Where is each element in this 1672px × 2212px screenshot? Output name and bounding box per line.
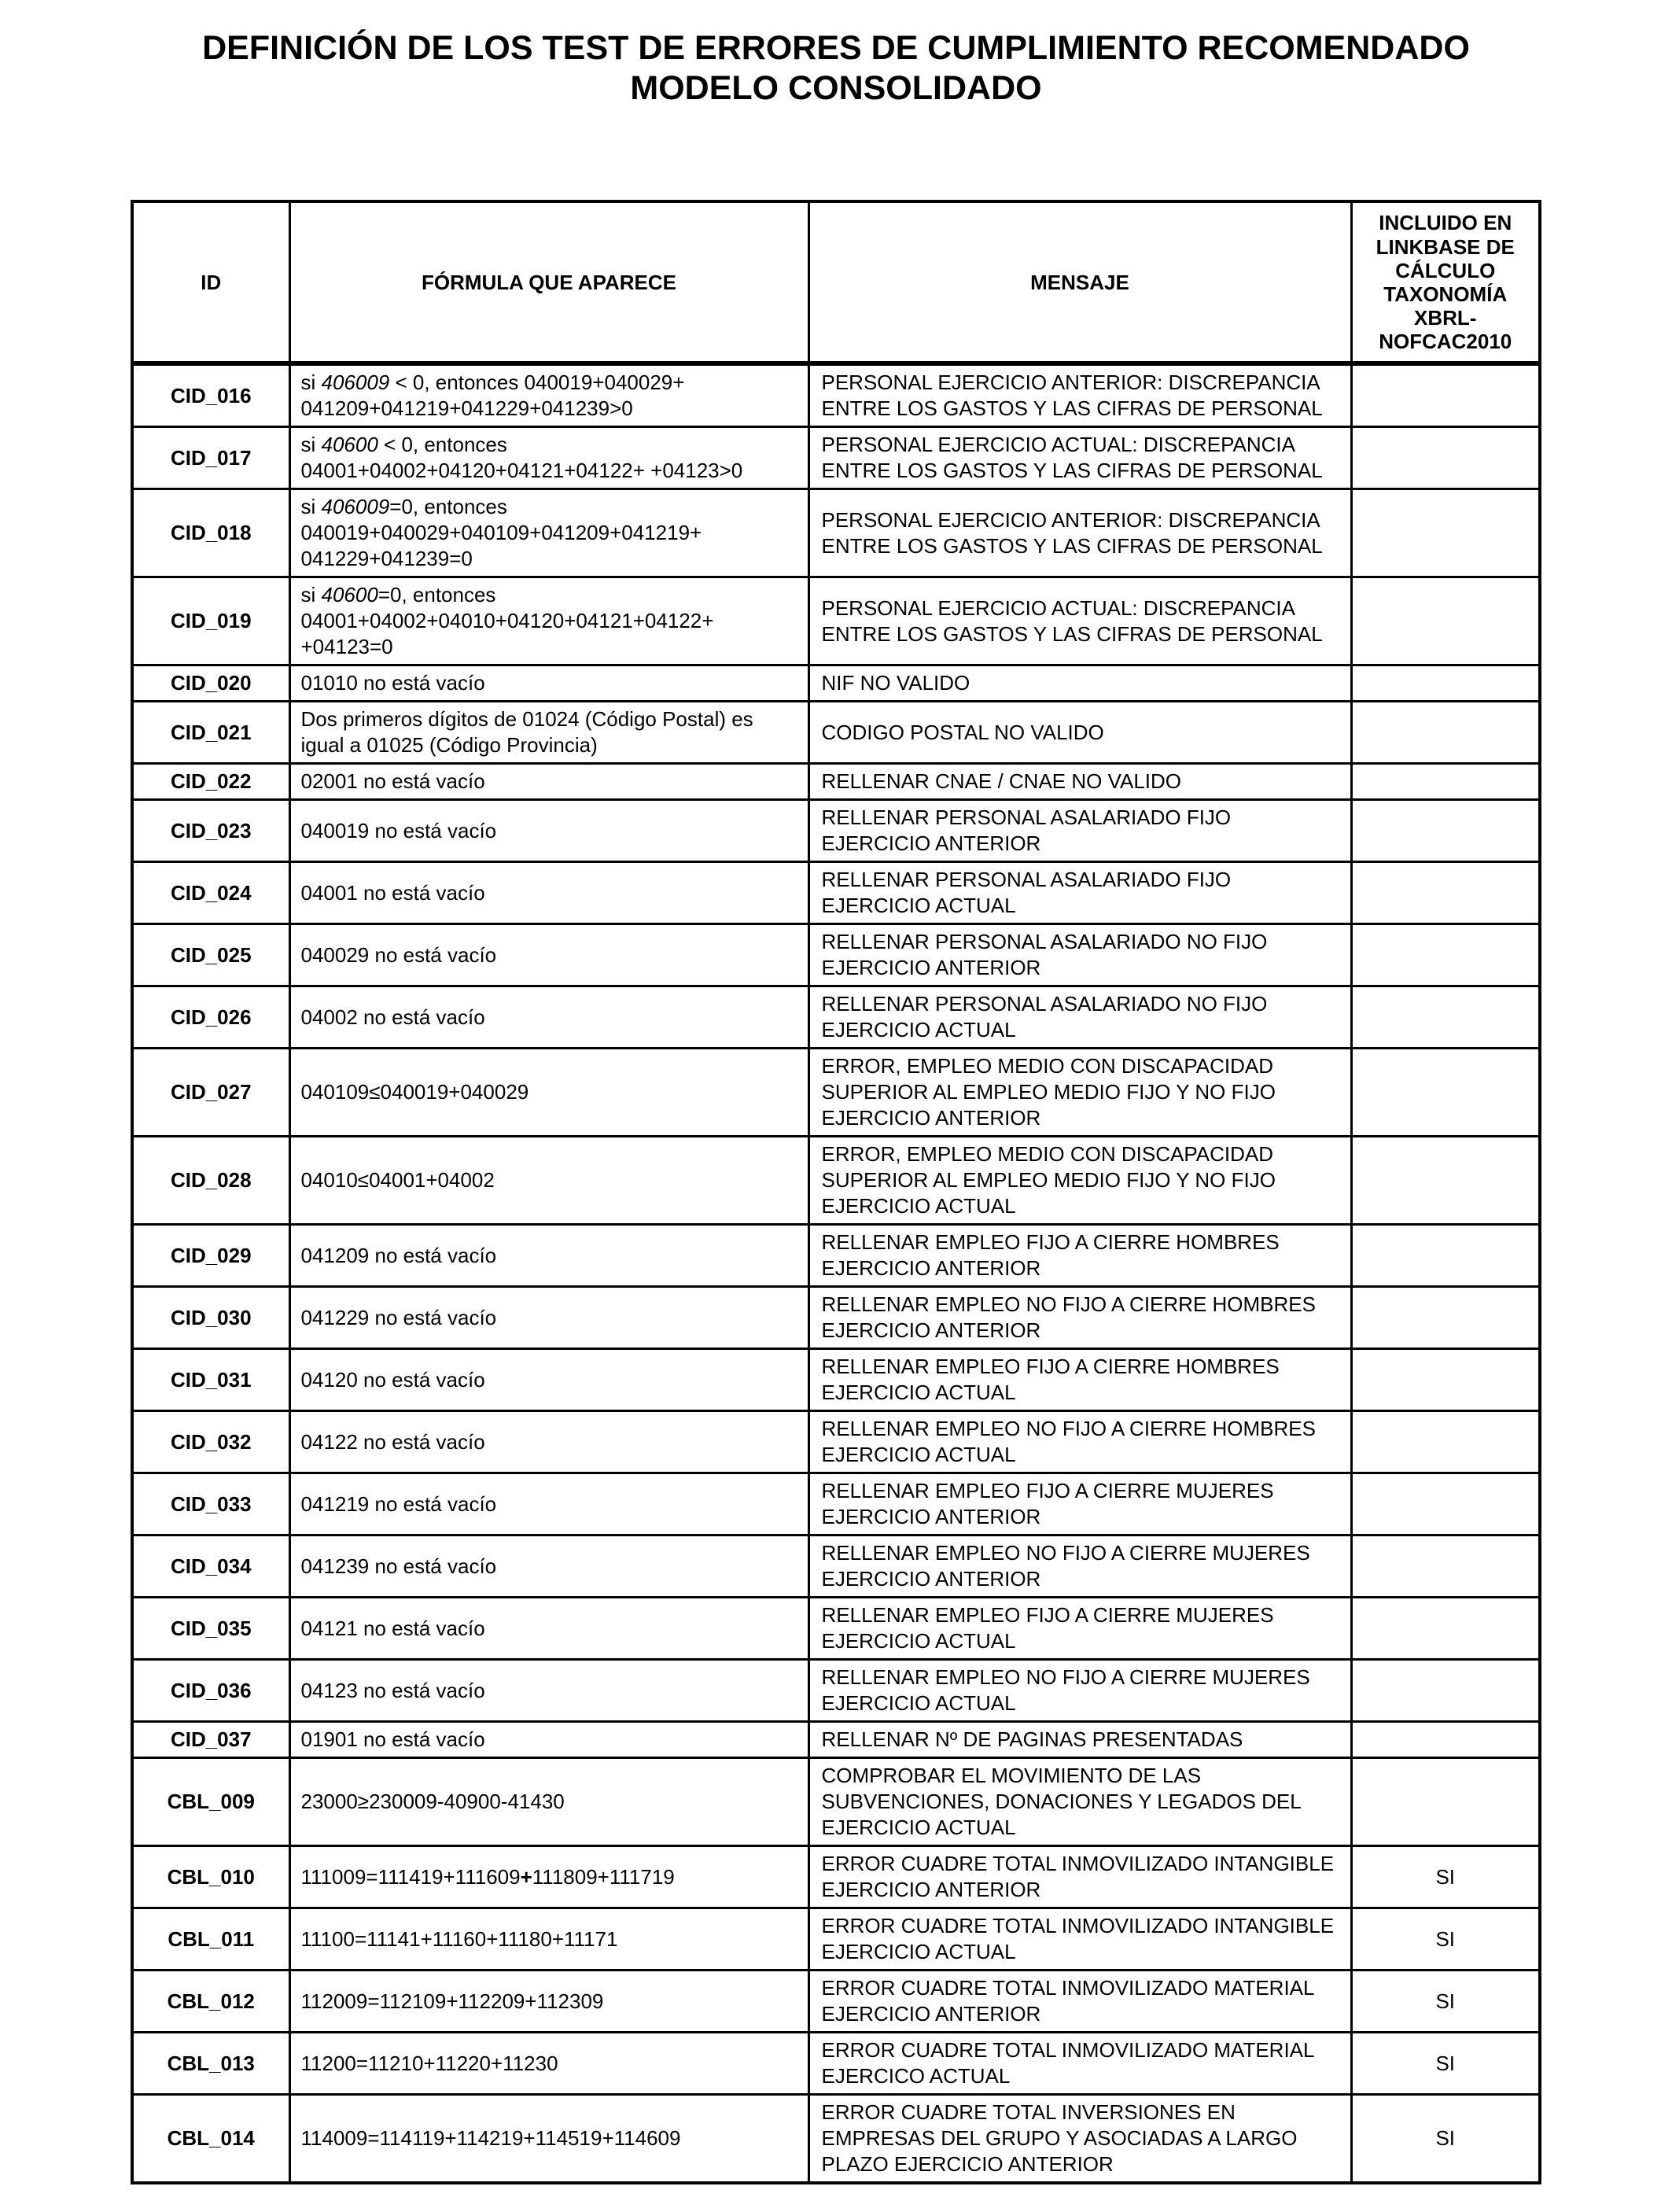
row-id: CID_031	[132, 1349, 289, 1411]
row-id: CID_019	[132, 577, 289, 665]
table-row	[132, 2095, 1540, 2184]
row-message: RELLENAR EMPLEO FIJO A CIERRE MUJERES EJERCICIO ACTUAL	[808, 1598, 1351, 1660]
row-id: CID_035	[132, 1598, 289, 1660]
row-linkbase	[1351, 764, 1540, 800]
row-formula: 02001 no está vacío	[289, 764, 808, 800]
row-linkbase	[1351, 986, 1540, 1049]
table-row	[132, 862, 1540, 924]
row-message: PERSONAL EJERCICIO ACTUAL: DISCREPANCIA ENTRE LOS GASTOS Y LAS CIFRAS DE PERSONAL	[808, 577, 1351, 665]
table-row	[132, 1225, 1540, 1287]
row-id: CID_029	[132, 1225, 289, 1287]
table-row	[132, 800, 1540, 862]
row-message: RELLENAR PERSONAL ASALARIADO FIJO EJERCICIO ACTUAL	[808, 862, 1351, 924]
table-row	[132, 764, 1540, 800]
row-linkbase	[1351, 363, 1540, 427]
row-id: CBL_012	[132, 1971, 289, 2033]
table-row	[132, 1758, 1540, 1846]
row-linkbase	[1351, 1473, 1540, 1535]
row-id: CID_033	[132, 1473, 289, 1535]
page-title-line2: MODELO CONSOLIDADO	[630, 68, 1042, 107]
row-id: CID_034	[132, 1535, 289, 1598]
row-formula: 040019 no está vacío	[289, 800, 808, 862]
row-message: NIF NO VALIDO	[808, 665, 1351, 702]
table-row	[132, 924, 1540, 986]
row-formula: 04123 no está vacío	[289, 1660, 808, 1722]
row-message: RELLENAR EMPLEO NO FIJO A CIERRE MUJERES EJERCICIO ACTUAL	[808, 1660, 1351, 1722]
row-message: ERROR CUADRE TOTAL INMOVILIZADO MATERIAL EJERCICO ACTUAL	[808, 2033, 1351, 2095]
header-linkbase: INCLUIDO EN LINKBASE DE CÁLCULO TAXONOMÍA XBRL-NOFCAC2010	[1351, 201, 1540, 363]
row-formula: 111009=111419+111609+111809+111719	[289, 1846, 808, 1908]
row-linkbase	[1351, 1758, 1540, 1846]
row-formula: 114009=114119+114219+114519+114609	[289, 2095, 808, 2184]
table-row	[132, 2033, 1540, 2095]
row-linkbase	[1351, 702, 1540, 764]
row-message: RELLENAR Nº DE PAGINAS PRESENTADAS	[808, 1722, 1351, 1758]
row-id: CBL_009	[132, 1758, 289, 1846]
row-message: ERROR, EMPLEO MEDIO CON DISCAPACIDAD SUPERIOR AL EMPLEO MEDIO FIJO Y NO FIJO EJERCICIO ANTERIOR	[808, 1049, 1351, 1137]
row-id: CID_016	[132, 363, 289, 427]
table-row	[132, 1722, 1540, 1758]
row-message: RELLENAR EMPLEO NO FIJO A CIERRE MUJERES EJERCICIO ANTERIOR	[808, 1535, 1351, 1598]
table-header	[132, 201, 1540, 363]
row-id: CBL_014	[132, 2095, 289, 2184]
row-formula: 041219 no está vacío	[289, 1473, 808, 1535]
row-formula: 041209 no está vacío	[289, 1225, 808, 1287]
row-id: CID_027	[132, 1049, 289, 1137]
row-formula: 11200=11210+11220+11230	[289, 2033, 808, 2095]
row-id: CID_037	[132, 1722, 289, 1758]
row-linkbase: SI	[1351, 1908, 1540, 1971]
row-message: PERSONAL EJERCICIO ANTERIOR: DISCREPANCIA ENTRE LOS GASTOS Y LAS CIFRAS DE PERSONAL	[808, 489, 1351, 577]
row-linkbase: SI	[1351, 1846, 1540, 1908]
row-message: RELLENAR PERSONAL ASALARIADO NO FIJO EJERCICIO ANTERIOR	[808, 924, 1351, 986]
row-message: RELLENAR EMPLEO FIJO A CIERRE HOMBRES EJERCICIO ANTERIOR	[808, 1225, 1351, 1287]
table-row	[132, 1908, 1540, 1971]
row-formula: si 40600 < 0, entonces 04001+04002+04120+04121+04122+ +04123>0	[289, 427, 808, 489]
row-id: CBL_013	[132, 2033, 289, 2095]
table-row	[132, 1049, 1540, 1137]
row-id: CID_020	[132, 665, 289, 702]
row-linkbase	[1351, 1049, 1540, 1137]
row-linkbase	[1351, 800, 1540, 862]
row-linkbase	[1351, 1722, 1540, 1758]
row-formula: 23000≥230009-40900-41430	[289, 1758, 808, 1846]
table-row	[132, 1287, 1540, 1349]
row-formula: 041229 no está vacío	[289, 1287, 808, 1349]
row-formula: 112009=112109+112209+112309	[289, 1971, 808, 2033]
row-formula: 04120 no está vacío	[289, 1349, 808, 1411]
row-formula: 01901 no está vacío	[289, 1722, 808, 1758]
row-id: CID_030	[132, 1287, 289, 1349]
table-row	[132, 577, 1540, 665]
row-id: CID_023	[132, 800, 289, 862]
row-formula: si 406009=0, entonces 040019+040029+040109+041209+041219+ 041229+041239=0	[289, 489, 808, 577]
table-row	[132, 1535, 1540, 1598]
row-formula: 04121 no está vacío	[289, 1598, 808, 1660]
row-id: CID_025	[132, 924, 289, 986]
table-row	[132, 1473, 1540, 1535]
row-linkbase	[1351, 924, 1540, 986]
row-id: CID_028	[132, 1137, 289, 1225]
row-message: ERROR CUADRE TOTAL INMOVILIZADO INTANGIBLE EJERCICIO ACTUAL	[808, 1908, 1351, 1971]
row-message: RELLENAR EMPLEO FIJO A CIERRE MUJERES EJERCICIO ANTERIOR	[808, 1473, 1351, 1535]
row-linkbase: SI	[1351, 1971, 1540, 2033]
row-formula: 040109≤040019+040029	[289, 1049, 808, 1137]
row-message: COMPROBAR EL MOVIMIENTO DE LAS SUBVENCIONES, DONACIONES Y LEGADOS DEL EJERCICIO ACTUAL	[808, 1758, 1351, 1846]
table-row	[132, 1411, 1540, 1473]
row-formula: 04001 no está vacío	[289, 862, 808, 924]
table-row	[132, 1660, 1540, 1722]
table-row	[132, 1971, 1540, 2033]
table-row	[132, 1349, 1540, 1411]
row-message: RELLENAR CNAE / CNAE NO VALIDO	[808, 764, 1351, 800]
header-id: ID	[132, 201, 289, 363]
page-title	[31, 28, 1641, 108]
row-message: PERSONAL EJERCICIO ANTERIOR: DISCREPANCIA ENTRE LOS GASTOS Y LAS CIFRAS DE PERSONAL	[808, 363, 1351, 427]
row-linkbase	[1351, 1225, 1540, 1287]
row-linkbase	[1351, 1349, 1540, 1411]
error-tests-table	[131, 200, 1541, 2184]
document-page	[0, 28, 1672, 2184]
row-message: CODIGO POSTAL NO VALIDO	[808, 702, 1351, 764]
row-formula: si 406009 < 0, entonces 040019+040029+ 041209+041219+041229+041239>0	[289, 363, 808, 427]
table-body	[132, 363, 1540, 2183]
table-row	[132, 489, 1540, 577]
row-id: CID_022	[132, 764, 289, 800]
row-id: CID_018	[132, 489, 289, 577]
table-row	[132, 1598, 1540, 1660]
row-formula: 040029 no está vacío	[289, 924, 808, 986]
row-linkbase	[1351, 1411, 1540, 1473]
row-linkbase	[1351, 665, 1540, 702]
row-linkbase	[1351, 1287, 1540, 1349]
table-row	[132, 1846, 1540, 1908]
row-message: RELLENAR EMPLEO FIJO A CIERRE HOMBRES EJERCICIO ACTUAL	[808, 1349, 1351, 1411]
row-linkbase	[1351, 862, 1540, 924]
row-linkbase	[1351, 577, 1540, 665]
row-formula: 04010≤04001+04002	[289, 1137, 808, 1225]
row-message: RELLENAR EMPLEO NO FIJO A CIERRE HOMBRES EJERCICIO ACTUAL	[808, 1411, 1351, 1473]
row-linkbase	[1351, 1598, 1540, 1660]
row-formula: 01010 no está vacío	[289, 665, 808, 702]
row-id: CBL_010	[132, 1846, 289, 1908]
header-formula: FÓRMULA QUE APARECE	[289, 201, 808, 363]
row-message: ERROR CUADRE TOTAL INMOVILIZADO INTANGIBLE EJERCICIO ANTERIOR	[808, 1846, 1351, 1908]
row-linkbase	[1351, 1535, 1540, 1598]
table-row	[132, 363, 1540, 427]
table-row	[132, 1137, 1540, 1225]
header-row	[132, 201, 1540, 363]
row-linkbase	[1351, 1660, 1540, 1722]
row-message: RELLENAR EMPLEO NO FIJO A CIERRE HOMBRES EJERCICIO ANTERIOR	[808, 1287, 1351, 1349]
row-linkbase	[1351, 427, 1540, 489]
table-row	[132, 427, 1540, 489]
row-message: RELLENAR PERSONAL ASALARIADO FIJO EJERCICIO ANTERIOR	[808, 800, 1351, 862]
row-message: PERSONAL EJERCICIO ACTUAL: DISCREPANCIA ENTRE LOS GASTOS Y LAS CIFRAS DE PERSONAL	[808, 427, 1351, 489]
row-formula: si 40600=0, entonces 04001+04002+04010+04120+04121+04122+ +04123=0	[289, 577, 808, 665]
row-linkbase	[1351, 1137, 1540, 1225]
row-message: RELLENAR PERSONAL ASALARIADO NO FIJO EJERCICIO ACTUAL	[808, 986, 1351, 1049]
row-formula: 04002 no está vacío	[289, 986, 808, 1049]
row-id: CID_021	[132, 702, 289, 764]
table-row	[132, 986, 1540, 1049]
row-linkbase	[1351, 489, 1540, 577]
row-formula: 041239 no está vacío	[289, 1535, 808, 1598]
row-id: CID_026	[132, 986, 289, 1049]
row-message: ERROR, EMPLEO MEDIO CON DISCAPACIDAD SUPERIOR AL EMPLEO MEDIO FIJO Y NO FIJO EJERCICIO ACTUAL	[808, 1137, 1351, 1225]
row-id: CID_017	[132, 427, 289, 489]
table-row	[132, 665, 1540, 702]
row-linkbase: SI	[1351, 2095, 1540, 2184]
row-id: CID_024	[132, 862, 289, 924]
row-formula: Dos primeros dígitos de 01024 (Código Postal) es igual a 01025 (Código Provincia)	[289, 702, 808, 764]
page-title-line1: DEFINICIÓN DE LOS TEST DE ERRORES DE CUMPLIMIENTO RECOMENDADO	[202, 29, 1470, 67]
row-message: ERROR CUADRE TOTAL INMOVILIZADO MATERIAL EJERCICIO ANTERIOR	[808, 1971, 1351, 2033]
table-row	[132, 702, 1540, 764]
row-linkbase: SI	[1351, 2033, 1540, 2095]
row-formula: 04122 no está vacío	[289, 1411, 808, 1473]
row-id: CID_032	[132, 1411, 289, 1473]
row-formula: 11100=11141+11160+11180+11171	[289, 1908, 808, 1971]
row-id: CID_036	[132, 1660, 289, 1722]
row-id: CBL_011	[132, 1908, 289, 1971]
header-message: MENSAJE	[808, 201, 1351, 363]
row-message: ERROR CUADRE TOTAL INVERSIONES EN EMPRESAS DEL GRUPO Y ASOCIADAS A LARGO PLAZO EJERCICIO ANTERIOR	[808, 2095, 1351, 2184]
